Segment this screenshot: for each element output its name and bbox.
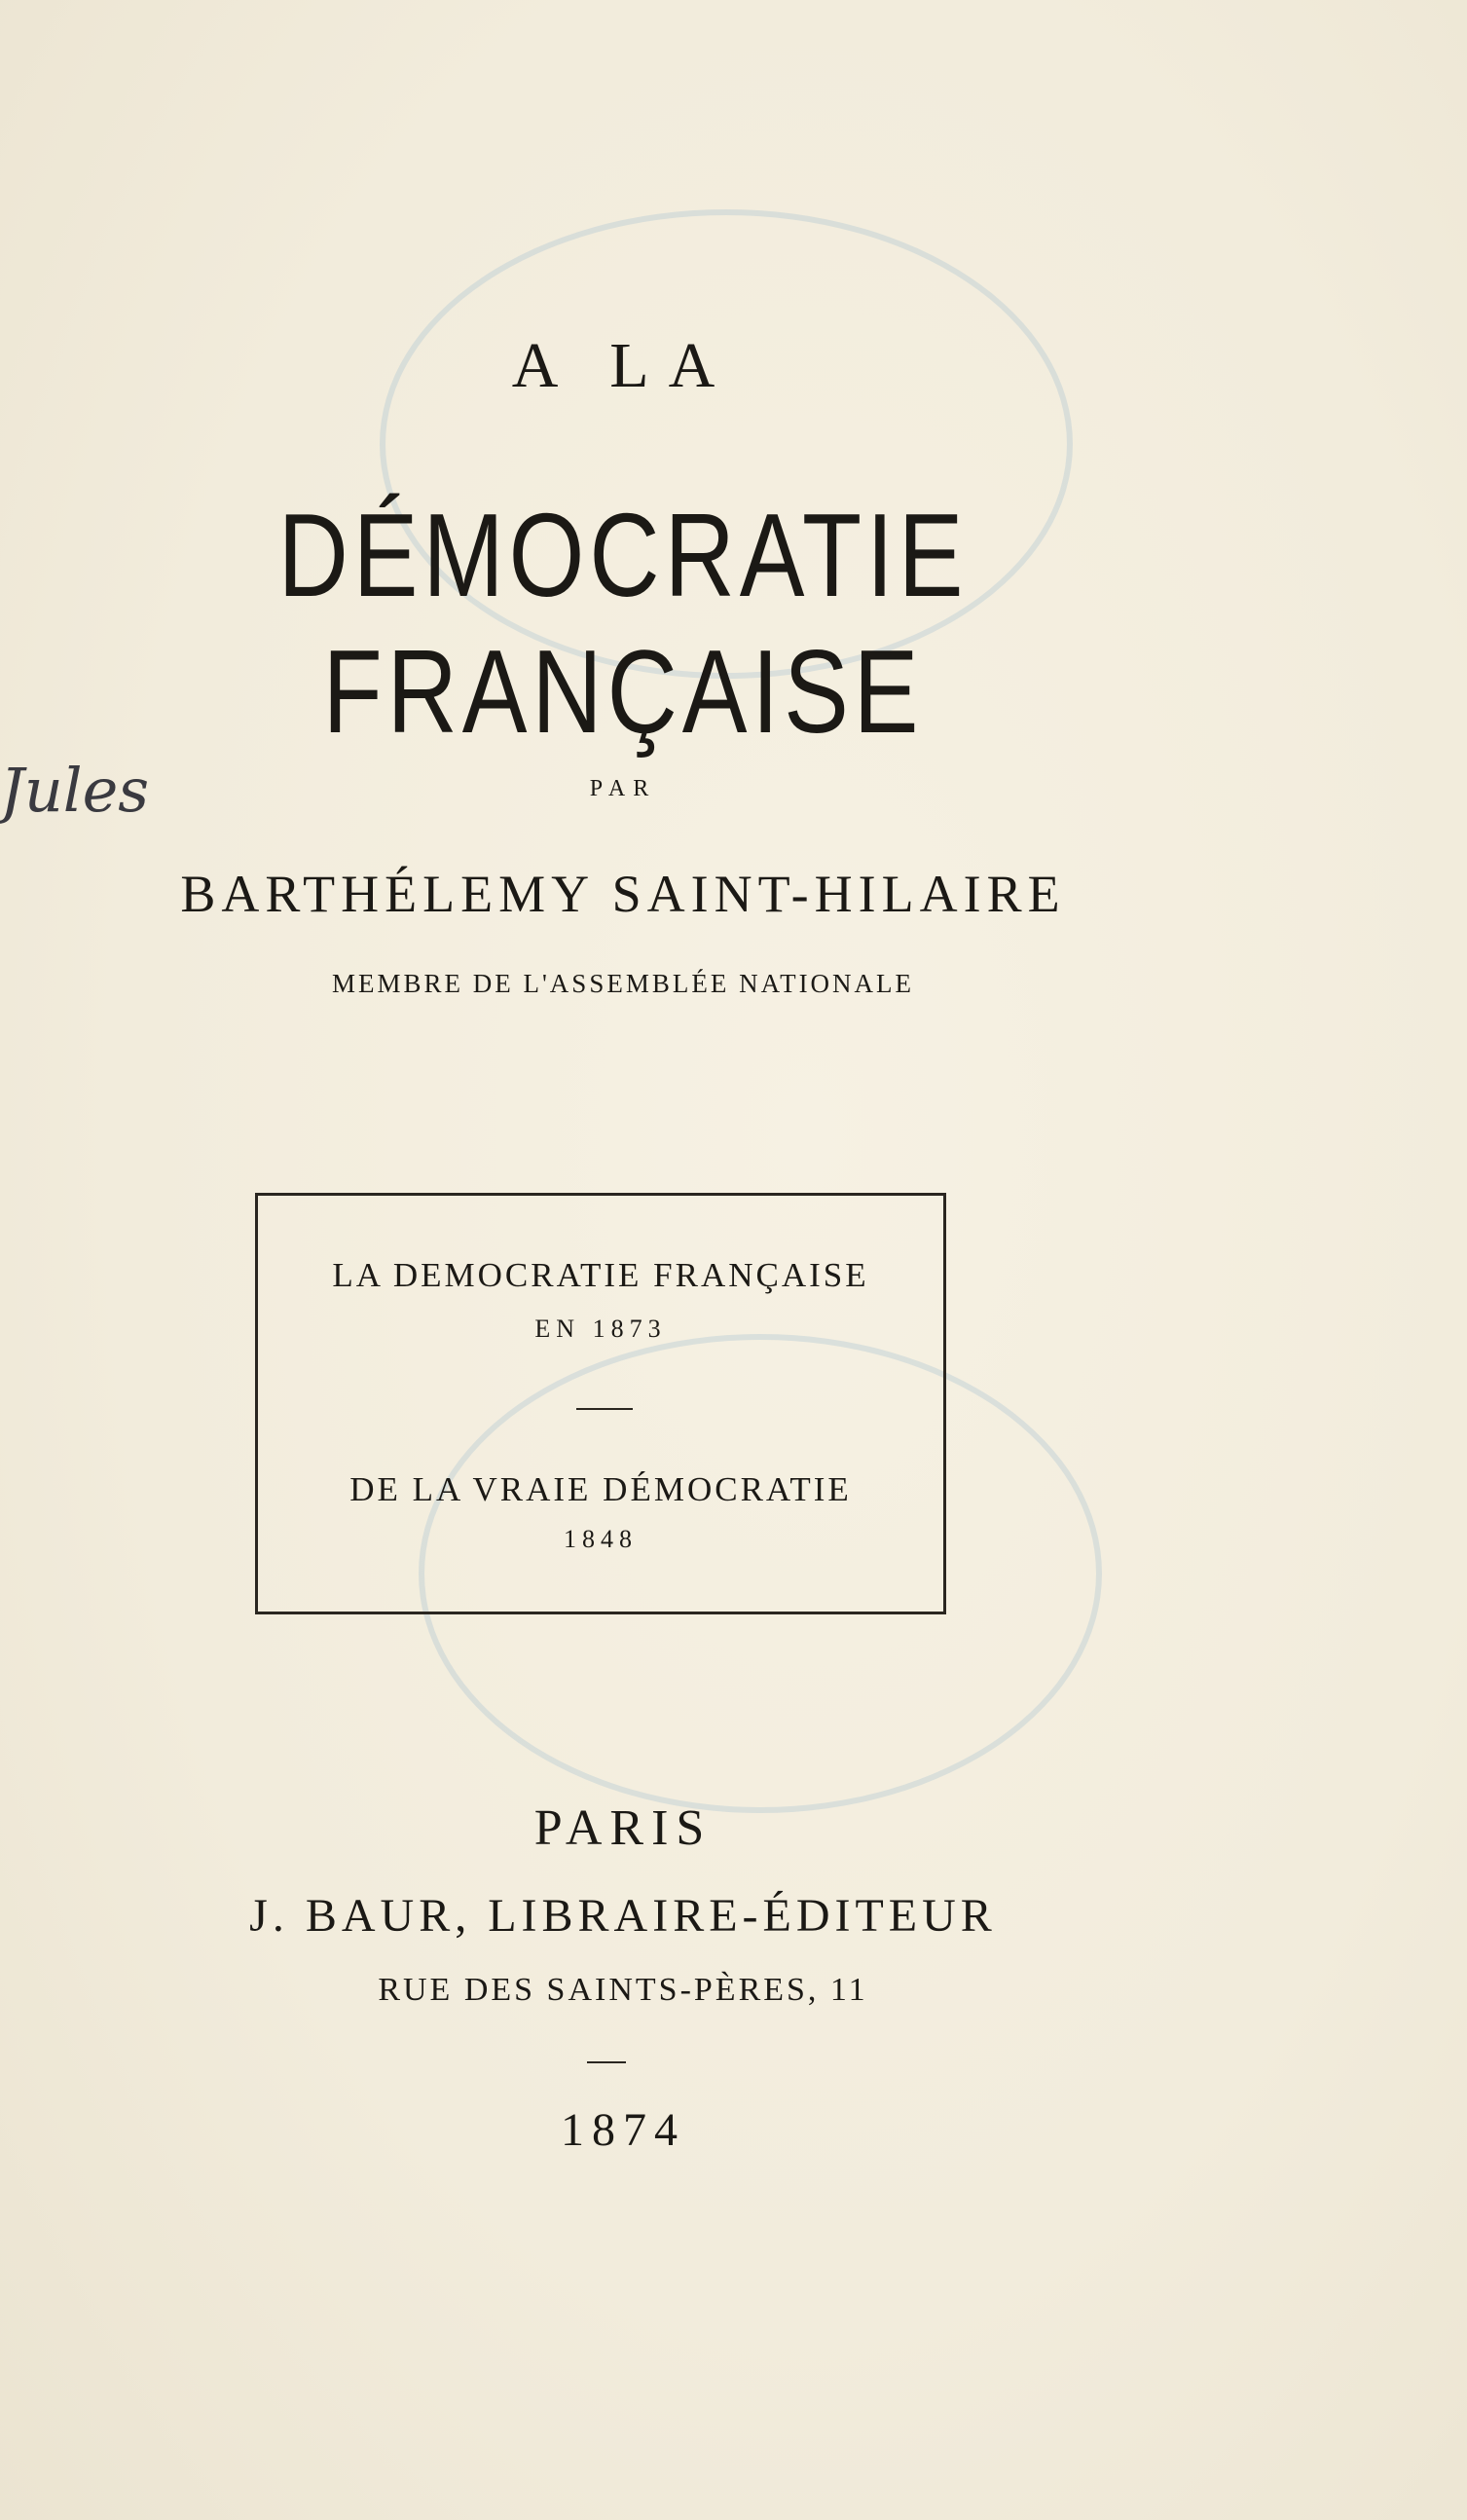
imprint-publisher: J. BAUR, LIBRAIRE-ÉDITEUR [249,1890,997,1942]
contents-item-1-date: EN 1873 [534,1315,667,1343]
author-name: BARTHÉLEMY SAINT-HILAIRE [180,865,1066,923]
author-role: MEMBRE DE L'ASSEMBLÉE NATIONALE [331,969,915,998]
main-title: DÉMOCRATIE FRANÇAISE [277,489,969,758]
imprint-year: 1874 [561,2104,685,2156]
title-prefix: A LA [511,330,735,401]
contents-item-1-title: LA DEMOCRATIE FRANÇAISE [332,1256,869,1294]
contents-divider [576,1408,633,1410]
contents-item-2-title: DE LA VRAIE DÉMOCRATIE [349,1470,852,1508]
by-line: PAR [589,776,657,801]
contents-item-2-date: 1848 [564,1525,638,1553]
imprint-divider [587,2061,626,2063]
imprint-address: RUE DES SAINTS-PÈRES, 11 [378,1972,868,2008]
contents-box [255,1193,946,1614]
imprint-city: PARIS [533,1800,713,1856]
handwritten-margin-note: Jules [0,755,150,826]
